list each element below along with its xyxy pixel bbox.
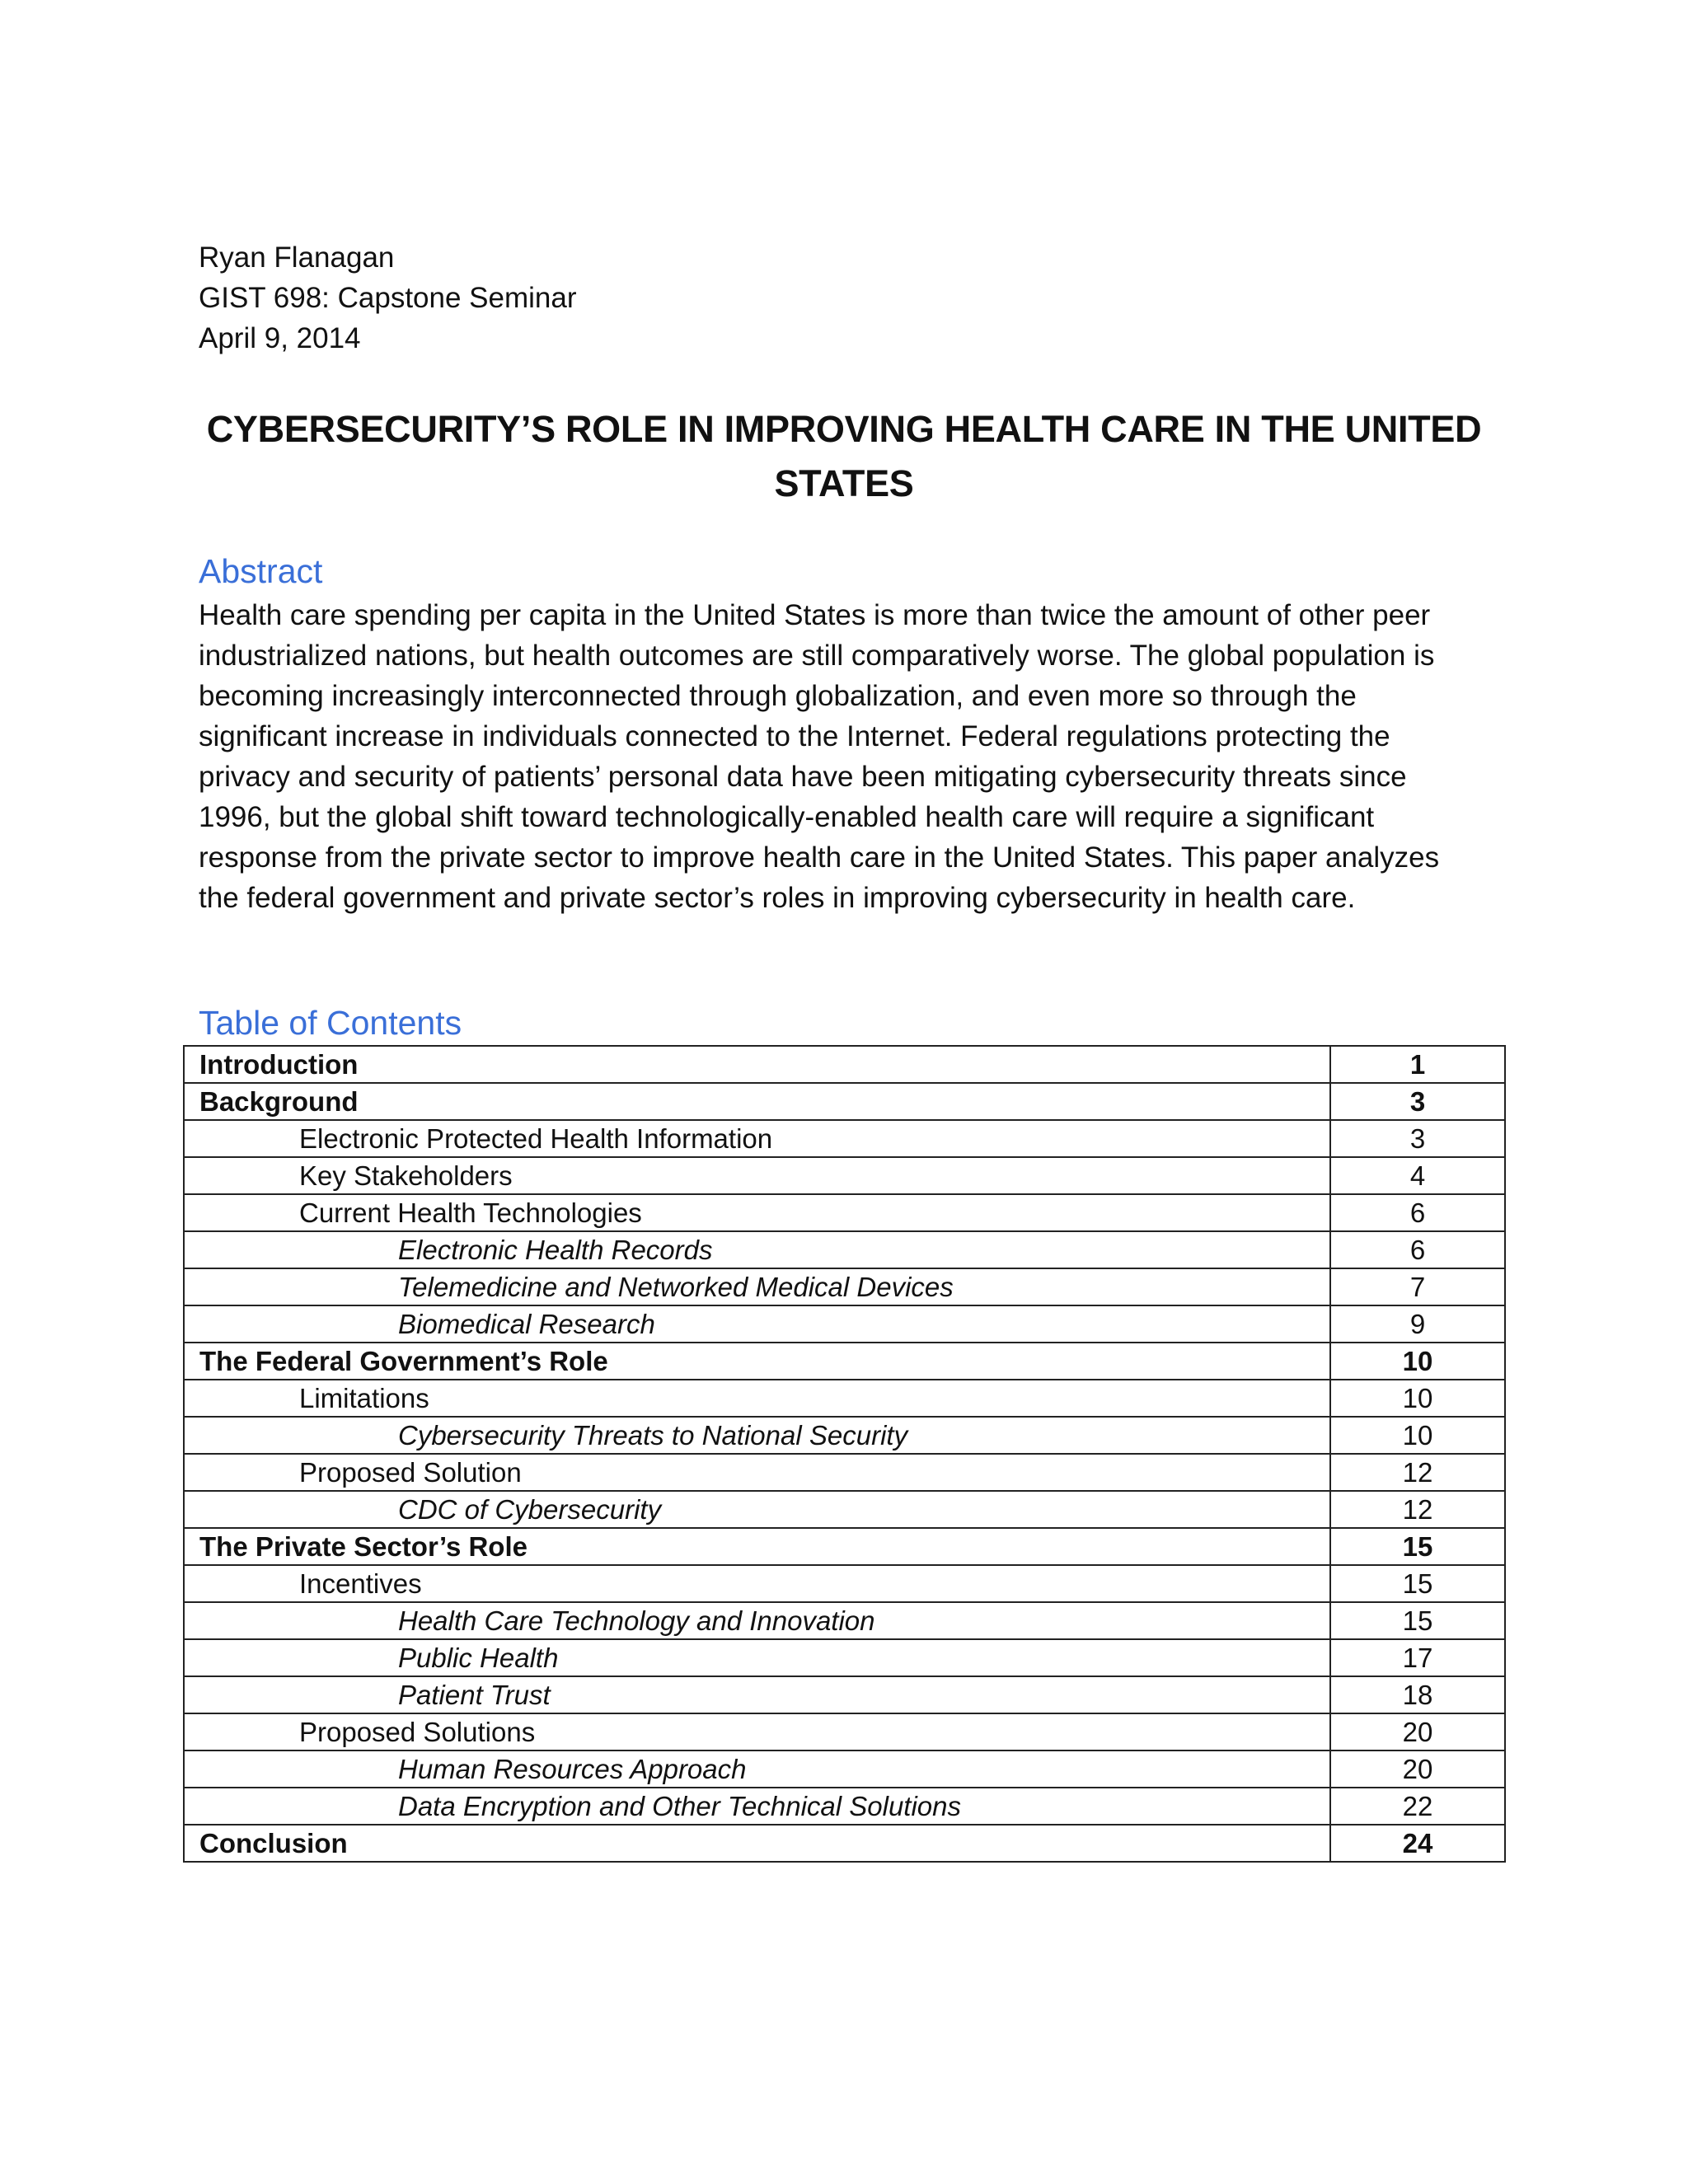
toc-entry-label: Health Care Technology and Innovation [184,1602,1330,1639]
toc-entry-label: Cybersecurity Threats to National Security [184,1417,1330,1454]
toc-entry-page: 9 [1330,1305,1505,1343]
toc-entry-page: 20 [1330,1750,1505,1788]
toc-row [184,1639,1505,1676]
toc-entry-label: Background [184,1083,1330,1120]
toc-entry-label: Introduction [184,1046,1330,1083]
toc-entry-label: Biomedical Research [184,1305,1330,1343]
toc-entry-page: 3 [1330,1083,1505,1120]
toc-entry-page: 10 [1330,1343,1505,1380]
toc-entry-label: Electronic Protected Health Information [184,1120,1330,1157]
toc-entry-page: 22 [1330,1788,1505,1825]
toc-row [184,1565,1505,1602]
toc-entry-label: CDC of Cybersecurity [184,1491,1330,1528]
toc-entry-label: Key Stakeholders [184,1157,1330,1194]
toc-entry-page: 18 [1330,1676,1505,1713]
toc-entry-label: Current Health Technologies [184,1194,1330,1231]
toc-row [184,1194,1505,1231]
abstract-paragraph: Health care spending per capita in the United States is more than twice the amount of other peer industrialized nations, but health outcomes are still comparatively worse. The global population is becoming increasingly interconnected through globalization, and even more so through the significant increase in individuals connected to the Internet. Federal regulations protecting the privacy and security of patients’ personal data have been mitigating cybersecurity threats since 1996, but the global shift toward technologically-enabled health care will require a significant response from the private sector to improve health care in the United States. This paper analyzes the federal government and private sector’s roles in improving cybersecurity in health care. [199,599,1440,914]
toc-entry-label: Limitations [184,1380,1330,1417]
toc-entry-page: 17 [1330,1639,1505,1676]
toc-entry-label: Patient Trust [184,1676,1330,1713]
toc-entry-page: 15 [1330,1565,1505,1602]
table-of-contents [183,1045,1506,1863]
toc-entry-label: Electronic Health Records [184,1231,1330,1268]
toc-row [184,1268,1505,1305]
toc-row [184,1602,1505,1639]
toc-entry-page: 10 [1330,1380,1505,1417]
toc-entry-label: Data Encryption and Other Technical Solutions [184,1788,1330,1825]
toc-row [184,1750,1505,1788]
toc-entry-page: 10 [1330,1417,1505,1454]
toc-entry-page: 6 [1330,1231,1505,1268]
toc-entry-label: Telemedicine and Networked Medical Devices [184,1268,1330,1305]
page-title: CYBERSECURITY’S ROLE IN IMPROVING HEALTH CARE IN THE UNITED STATES [206,408,1482,504]
toc-row [184,1343,1505,1380]
toc-row [184,1713,1505,1750]
toc-entry-page: 15 [1330,1602,1505,1639]
toc-entry-page: 6 [1330,1194,1505,1231]
toc-row [184,1825,1505,1862]
toc-entry-label: Public Health [184,1639,1330,1676]
toc-entry-label: Proposed Solutions [184,1713,1330,1750]
toc-row [184,1491,1505,1528]
toc-entry-page: 12 [1330,1491,1505,1528]
toc-entry-label: Proposed Solution [184,1454,1330,1491]
author-header [199,237,577,359]
abstract-heading: Abstract [199,552,323,590]
toc-row [184,1417,1505,1454]
toc-entry-label: Human Resources Approach [184,1750,1330,1788]
toc-entry-page: 15 [1330,1528,1505,1565]
toc-entry-page: 1 [1330,1046,1505,1083]
toc-entry-label: The Federal Government’s Role [184,1343,1330,1380]
toc-row [184,1046,1505,1083]
toc-row [184,1676,1505,1713]
toc-entry-page: 24 [1330,1825,1505,1862]
toc-entry-page: 3 [1330,1120,1505,1157]
toc-row [184,1305,1505,1343]
toc-entry-page: 4 [1330,1157,1505,1194]
toc-row [184,1231,1505,1268]
toc-row [184,1157,1505,1194]
toc-row [184,1528,1505,1565]
document-date: April 9, 2014 [199,322,361,354]
toc-row [184,1380,1505,1417]
toc-heading: Table of Contents [199,1004,462,1042]
toc-row [184,1120,1505,1157]
course-name: GIST 698: Capstone Seminar [199,282,577,314]
toc-entry-label: Conclusion [184,1825,1330,1862]
toc-row [184,1454,1505,1491]
toc-entry-label: The Private Sector’s Role [184,1528,1330,1565]
author-name: Ryan Flanagan [199,241,395,274]
abstract-body [199,595,1468,918]
toc-entry-page: 20 [1330,1713,1505,1750]
toc-row [184,1788,1505,1825]
toc-entry-page: 7 [1330,1268,1505,1305]
toc-row [184,1083,1505,1120]
toc-entry-page: 12 [1330,1454,1505,1491]
toc-entry-label: Incentives [184,1565,1330,1602]
